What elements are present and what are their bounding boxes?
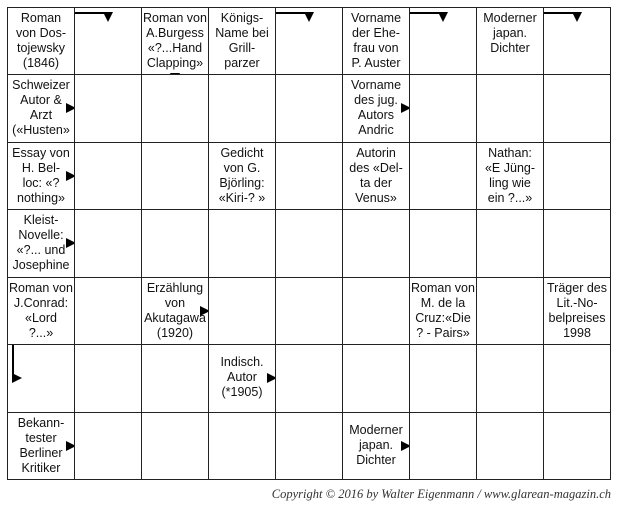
answer-cell[interactable] — [477, 210, 544, 277]
answer-cell[interactable] — [75, 210, 142, 277]
answer-cell[interactable] — [276, 8, 343, 75]
right-arrow-icon — [267, 373, 276, 383]
answer-cell[interactable] — [343, 278, 410, 345]
answer-cell[interactable] — [276, 345, 343, 412]
clue-text: Nathan: «E Jüng- ling wie ein ?...» — [484, 145, 536, 205]
clue-text: Vorname des jug. Autors Andric — [350, 78, 402, 138]
clue-text: Indisch. Autor (*1905) — [220, 355, 264, 400]
clue-text: Schweizer Autor & Arzt («Husten» — [12, 78, 70, 138]
clue-cell — [142, 278, 209, 345]
answer-cell[interactable] — [75, 345, 142, 412]
clue-cell — [343, 8, 410, 75]
clue-cell — [209, 143, 276, 210]
right-arrow-icon — [401, 441, 410, 451]
clue-text: Gedicht von G. Björling: «Kiri-? » — [218, 145, 266, 205]
answer-cell[interactable] — [544, 75, 611, 142]
right-arrow-icon — [66, 441, 75, 451]
clue-text: Kleist- Novelle: «?... und Josephine — [12, 213, 70, 273]
answer-cell[interactable] — [75, 8, 142, 75]
answer-cell[interactable] — [410, 143, 477, 210]
right-arrow-icon — [200, 306, 209, 316]
clue-cell — [8, 8, 75, 75]
answer-cell[interactable] — [276, 413, 343, 480]
clue-text: Roman von Dos- tojewsky (1846) — [15, 11, 67, 70]
clue-text: Roman von J.Conrad: «Lord ?...» — [9, 280, 73, 340]
right-arrow-icon — [401, 103, 410, 113]
right-arrow-icon — [66, 103, 75, 113]
answer-cell[interactable] — [477, 345, 544, 412]
clue-cell — [343, 143, 410, 210]
answer-cell[interactable] — [544, 210, 611, 277]
clue-cell — [544, 278, 611, 345]
answer-cell[interactable] — [544, 8, 611, 75]
answer-cell[interactable] — [410, 345, 477, 412]
answer-cell[interactable] — [276, 143, 343, 210]
right-arrow-icon — [12, 373, 22, 383]
clue-cell — [8, 413, 75, 480]
clue-text: Moderner japan. Dichter — [349, 422, 403, 467]
clue-text: Träger des Lit.-No- belpreises 1998 — [547, 280, 607, 340]
answer-cell[interactable] — [142, 143, 209, 210]
clue-cell — [8, 210, 75, 277]
answer-cell[interactable] — [209, 413, 276, 480]
clue-cell — [477, 8, 544, 75]
answer-cell[interactable] — [410, 210, 477, 277]
copyright-text: Copyright © 2016 by Walter Eigenmann / www.glarean-magazin.ch — [271, 487, 611, 501]
answer-cell[interactable] — [142, 413, 209, 480]
clue-text: Königs- Name bei Grill- parzer — [215, 11, 269, 70]
answer-cell[interactable] — [343, 345, 410, 412]
clue-text: Roman von M. de la Cruz:«Die ? - Pairs» — [411, 280, 475, 340]
down-arrow-icon — [103, 12, 113, 22]
clue-text: Autorin des «Del- ta der Venus» — [349, 145, 403, 205]
answer-cell[interactable] — [142, 345, 209, 412]
clue-cell — [343, 413, 410, 480]
answer-cell[interactable] — [142, 210, 209, 277]
answer-cell[interactable] — [75, 413, 142, 480]
clue-cell — [142, 8, 209, 75]
clue-cell — [477, 143, 544, 210]
down-arrow-icon — [438, 12, 448, 22]
right-arrow-icon — [66, 238, 75, 248]
crossword-grid — [7, 7, 611, 480]
answer-cell[interactable] — [276, 278, 343, 345]
answer-cell[interactable] — [209, 210, 276, 277]
answer-cell[interactable] — [75, 143, 142, 210]
answer-cell[interactable] — [75, 278, 142, 345]
clue-cell — [8, 143, 75, 210]
clue-cell — [343, 75, 410, 142]
clue-cell — [410, 278, 477, 345]
answer-cell[interactable] — [343, 210, 410, 277]
clue-text: Erzählung von Akutagawa (1920) — [144, 280, 206, 340]
answer-cell[interactable] — [209, 75, 276, 142]
clue-text: Bekann- tester Berliner Kritiker — [17, 415, 65, 475]
answer-cell[interactable] — [544, 413, 611, 480]
clue-cell — [209, 8, 276, 75]
answer-cell[interactable] — [75, 75, 142, 142]
down-arrow-icon — [304, 12, 314, 22]
clue-cell — [8, 75, 75, 142]
answer-cell[interactable] — [209, 278, 276, 345]
clue-text: Moderner japan. Dichter — [483, 11, 537, 55]
clue-text: Essay von H. Bel- loc: «? nothing» — [12, 145, 70, 205]
answer-cell[interactable] — [142, 75, 209, 142]
answer-cell[interactable] — [544, 143, 611, 210]
answer-cell[interactable] — [544, 345, 611, 412]
answer-cell[interactable] — [477, 75, 544, 142]
answer-cell[interactable] — [410, 8, 477, 75]
clue-cell — [8, 278, 75, 345]
clue-text: Roman von A.Burgess «?...Hand Clapping» — [143, 11, 207, 70]
down-arrow-icon — [572, 12, 582, 22]
answer-cell[interactable] — [410, 413, 477, 480]
answer-cell[interactable] — [276, 75, 343, 142]
answer-cell[interactable] — [276, 210, 343, 277]
clue-text: Vorname der Ehe- frau von P. Auster — [350, 11, 402, 70]
answer-cell[interactable] — [477, 278, 544, 345]
clue-cell — [209, 345, 276, 412]
answer-cell[interactable] — [477, 413, 544, 480]
right-arrow-icon — [66, 171, 75, 181]
answer-cell[interactable] — [8, 345, 75, 412]
answer-cell[interactable] — [410, 75, 477, 142]
